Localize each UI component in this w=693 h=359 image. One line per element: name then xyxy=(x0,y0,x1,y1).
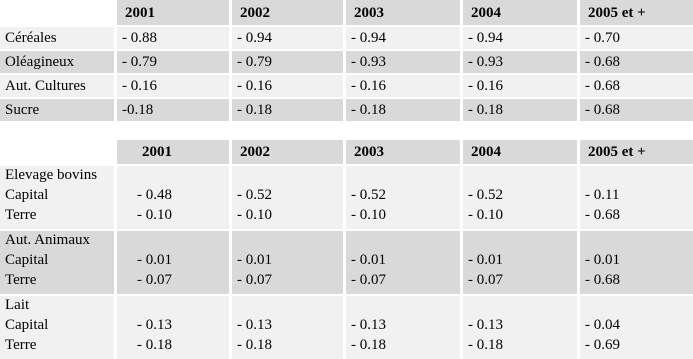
group-label-cell xyxy=(0,296,114,359)
value-cell xyxy=(580,296,693,359)
terre-value: - 0.07 xyxy=(468,272,503,288)
terre-value: - 0.68 xyxy=(585,272,620,288)
terre-label: Terre xyxy=(5,207,37,223)
value: - 0.68 xyxy=(585,78,620,94)
year-header-cell xyxy=(580,140,693,164)
value-cell xyxy=(463,51,577,73)
group-title: Aut. Animaux xyxy=(5,232,90,248)
terre-value: - 0.68 xyxy=(585,207,620,223)
value: - 0.88 xyxy=(122,30,157,46)
value-cell xyxy=(117,166,229,229)
capital-value: - 0.13 xyxy=(137,317,172,333)
table-row xyxy=(0,75,693,97)
value: - 0.79 xyxy=(122,54,157,70)
value: - 0.93 xyxy=(351,54,386,70)
row-label-cell xyxy=(0,27,114,49)
terre-value: - 0.69 xyxy=(585,337,620,353)
year-header-cell xyxy=(117,140,229,164)
table-row xyxy=(0,166,693,229)
year-header: 2003 xyxy=(354,144,384,160)
value: - 0.18 xyxy=(468,102,503,118)
value: - 0.68 xyxy=(585,102,620,118)
crops-table xyxy=(0,0,693,125)
year-header-cell xyxy=(463,0,577,25)
value-cell xyxy=(232,166,343,229)
capital-value: - 0.13 xyxy=(237,317,272,333)
table-row xyxy=(0,27,693,49)
terre-label: Terre xyxy=(5,272,37,288)
year-header: 2002 xyxy=(240,144,270,160)
terre-value: - 0.07 xyxy=(237,272,272,288)
header-corner-cell xyxy=(0,0,114,25)
value-cell xyxy=(117,99,229,121)
row-label: Céréales xyxy=(5,30,57,46)
capital-value: - 0.01 xyxy=(351,252,386,268)
value-cell xyxy=(580,51,693,73)
year-header-cell xyxy=(346,140,460,164)
value: - 0.16 xyxy=(468,78,503,94)
table-row xyxy=(0,51,693,73)
year-header: 2003 xyxy=(354,5,384,21)
year-header: 2004 xyxy=(471,5,501,21)
capital-value: - 0.13 xyxy=(351,317,386,333)
terre-value: - 0.18 xyxy=(137,337,172,353)
value-cell xyxy=(463,27,577,49)
row-label-cell xyxy=(0,99,114,121)
year-header: 2001 xyxy=(125,5,155,21)
year-header-cell xyxy=(463,140,577,164)
terre-value: - 0.10 xyxy=(468,207,503,223)
value: - 0.79 xyxy=(237,54,272,70)
value-cell xyxy=(346,27,460,49)
year-header-cell xyxy=(117,0,229,25)
value: - 0.68 xyxy=(585,54,620,70)
table-row xyxy=(0,296,693,359)
value-cell xyxy=(232,231,343,294)
capital-value: - 0.13 xyxy=(468,317,503,333)
terre-value: - 0.10 xyxy=(351,207,386,223)
value-cell xyxy=(346,51,460,73)
value: - 0.93 xyxy=(468,54,503,70)
capital-label: Capital xyxy=(5,317,49,333)
table-row xyxy=(0,231,693,294)
year-header: 2005 et + xyxy=(588,144,646,160)
terre-value: - 0.18 xyxy=(351,337,386,353)
group-label-cell xyxy=(0,231,114,294)
terre-value: - 0.10 xyxy=(137,207,172,223)
table-row xyxy=(0,99,693,121)
value-cell xyxy=(346,296,460,359)
value-cell xyxy=(580,231,693,294)
value-cell xyxy=(463,296,577,359)
capital-value: - 0.01 xyxy=(137,252,172,268)
value-cell xyxy=(346,99,460,121)
value: -0.18 xyxy=(122,102,154,118)
terre-label: Terre xyxy=(5,337,37,353)
value-cell xyxy=(232,296,343,359)
terre-value: - 0.07 xyxy=(351,272,386,288)
row-label: Oléagineux xyxy=(5,54,75,70)
terre-value: - 0.18 xyxy=(468,337,503,353)
value: - 0.16 xyxy=(122,78,157,94)
capital-value: - 0.52 xyxy=(351,187,386,203)
value: - 0.94 xyxy=(468,30,503,46)
value-cell xyxy=(580,99,693,121)
value-cell xyxy=(463,166,577,229)
capital-value: - 0.52 xyxy=(237,187,272,203)
capital-value: - 0.52 xyxy=(468,187,503,203)
value-cell xyxy=(232,99,343,121)
row-label-cell xyxy=(0,51,114,73)
value-cell xyxy=(117,27,229,49)
value-cell xyxy=(346,75,460,97)
capital-value: - 0.04 xyxy=(585,317,620,333)
capital-value: - 0.01 xyxy=(468,252,503,268)
livestock-table xyxy=(0,140,693,359)
year-header-cell xyxy=(580,0,693,25)
value: - 0.94 xyxy=(237,30,272,46)
value: - 0.16 xyxy=(351,78,386,94)
year-header: 2005 et + xyxy=(588,5,646,21)
value-cell xyxy=(232,51,343,73)
capital-label: Capital xyxy=(5,187,49,203)
row-label: Sucre xyxy=(5,102,40,118)
capital-value: - 0.01 xyxy=(237,252,272,268)
value-cell xyxy=(580,166,693,229)
capital-value: - 0.01 xyxy=(585,252,620,268)
value-cell xyxy=(346,231,460,294)
capital-value: - 0.11 xyxy=(585,187,620,203)
value-cell xyxy=(580,75,693,97)
header-row xyxy=(0,140,693,164)
header-row xyxy=(0,0,693,25)
terre-value: - 0.07 xyxy=(137,272,172,288)
capital-value: - 0.48 xyxy=(137,187,172,203)
value: - 0.18 xyxy=(237,102,272,118)
value-cell xyxy=(580,27,693,49)
group-title: Lait xyxy=(5,297,30,313)
value-cell xyxy=(346,166,460,229)
value-cell xyxy=(463,75,577,97)
value: - 0.94 xyxy=(351,30,386,46)
value-cell xyxy=(463,99,577,121)
value-cell xyxy=(117,51,229,73)
value: - 0.70 xyxy=(585,30,620,46)
group-label-cell xyxy=(0,166,114,229)
year-header-cell xyxy=(346,0,460,25)
value-cell xyxy=(117,75,229,97)
value-cell xyxy=(232,75,343,97)
row-label: Aut. Cultures xyxy=(5,78,86,94)
terre-value: - 0.18 xyxy=(237,337,272,353)
header-corner-cell xyxy=(0,140,114,164)
year-header-cell xyxy=(232,0,343,25)
value-cell xyxy=(463,231,577,294)
year-header: 2001 xyxy=(142,144,172,160)
group-title: Elevage bovins xyxy=(5,167,98,183)
capital-label: Capital xyxy=(5,252,49,268)
year-header: 2002 xyxy=(240,5,270,21)
value-cell xyxy=(117,296,229,359)
row-label-cell xyxy=(0,75,114,97)
terre-value: - 0.10 xyxy=(237,207,272,223)
year-header-cell xyxy=(232,140,343,164)
value-cell xyxy=(232,27,343,49)
value: - 0.18 xyxy=(351,102,386,118)
value-cell xyxy=(117,231,229,294)
year-header: 2004 xyxy=(471,144,501,160)
value: - 0.16 xyxy=(237,78,272,94)
